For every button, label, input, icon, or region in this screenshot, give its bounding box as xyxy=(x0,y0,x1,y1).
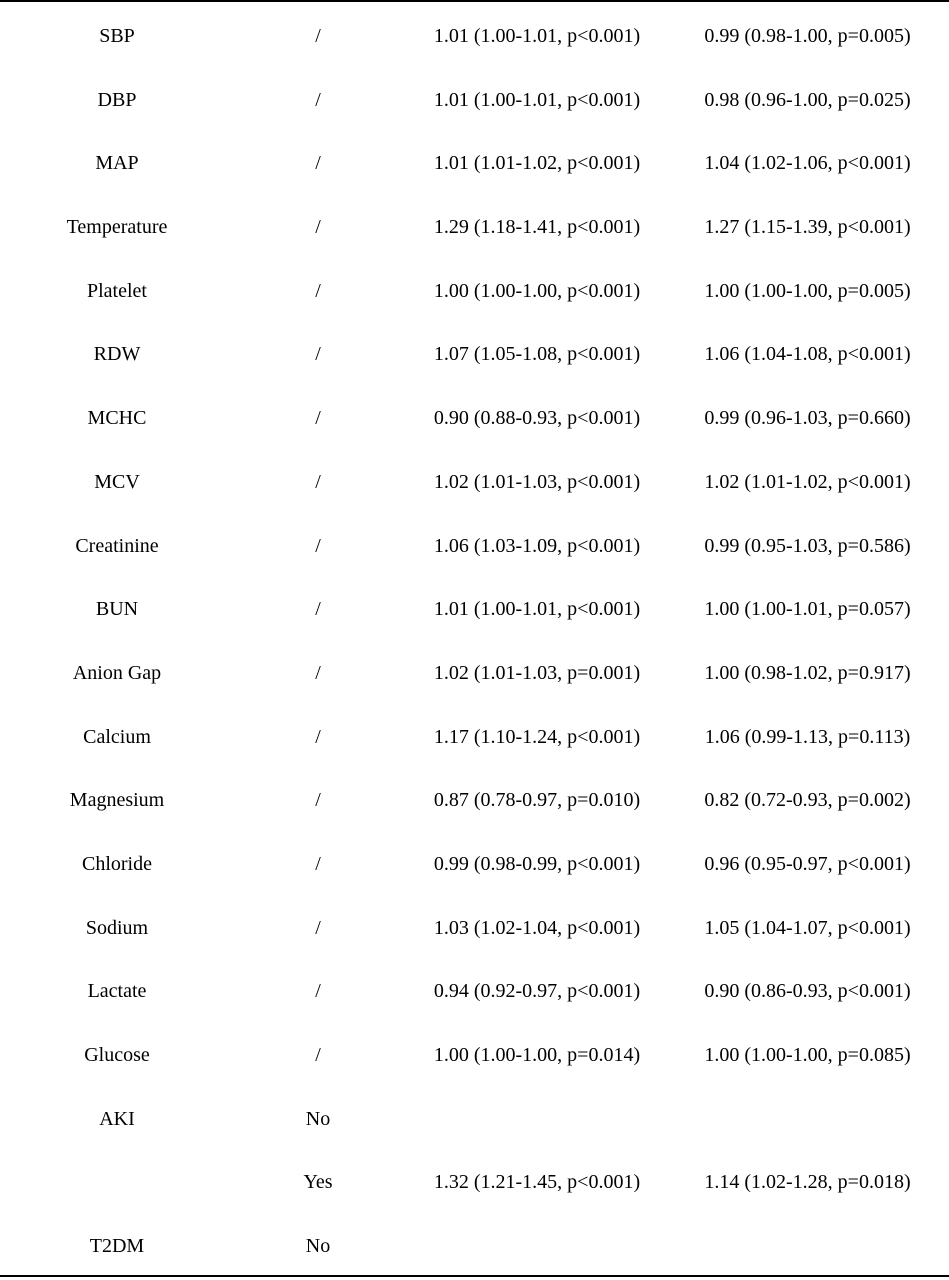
multivariate-cell: 0.99 (0.98-1.00, p=0.005) xyxy=(704,25,911,47)
univariate-cell xyxy=(408,1088,666,1152)
level-cell: / xyxy=(315,279,321,302)
multivariate-cell: 1.27 (1.15-1.39, p<0.001) xyxy=(704,216,911,239)
level-cell: / xyxy=(315,725,321,748)
univariate-cell: 0.90 (0.88-0.93, p<0.001) xyxy=(433,407,641,430)
univariate-cell: 1.02 (1.01-1.03, p<0.001) xyxy=(433,470,641,493)
univariate-cell: 1.00 (1.00-1.00, p<0.001) xyxy=(433,279,641,302)
table-row xyxy=(0,578,949,642)
multivariate-cell xyxy=(680,1088,935,1152)
univariate-cell: 1.01 (1.00-1.01, p<0.001) xyxy=(433,88,641,111)
multivariate-cell: 1.00 (1.00-1.00, p=0.005) xyxy=(704,279,911,302)
variable-cell: Sodium xyxy=(85,916,149,939)
variable-cell: BUN xyxy=(95,598,139,621)
level-cell: / xyxy=(315,470,321,493)
variable-cell: AKI xyxy=(99,1107,135,1130)
multivariate-cell: 0.90 (0.86-0.93, p<0.001) xyxy=(704,980,911,1003)
level-cell: No xyxy=(305,1235,331,1258)
level-cell: / xyxy=(315,789,321,812)
table-row xyxy=(0,451,949,515)
variable-cell: Magnesium xyxy=(69,789,165,812)
level-cell: / xyxy=(315,916,321,939)
table-top-rule xyxy=(0,0,949,2)
multivariate-cell: 0.99 (0.95-1.03, p=0.586) xyxy=(704,534,911,557)
level-cell: / xyxy=(315,534,321,557)
table-row xyxy=(0,706,949,770)
variable-cell: Platelet xyxy=(87,279,147,302)
multivariate-cell: 1.00 (1.00-1.01, p=0.057) xyxy=(704,598,911,621)
level-cell: / xyxy=(315,216,321,239)
level-cell: / xyxy=(315,980,321,1003)
univariate-cell: 1.01 (1.00-1.01, p<0.001) xyxy=(433,598,641,621)
multivariate-cell xyxy=(680,1215,935,1279)
table-row xyxy=(0,897,949,961)
level-cell: / xyxy=(315,25,321,47)
table-row xyxy=(0,132,949,196)
variable-cell: SBP xyxy=(99,25,135,47)
variable-cell: Lactate xyxy=(87,980,147,1003)
univariate-cell: 1.02 (1.01-1.03, p=0.001) xyxy=(433,661,641,684)
multivariate-cell: 1.04 (1.02-1.06, p<0.001) xyxy=(704,152,911,175)
variable-cell: MCV xyxy=(94,470,140,493)
level-cell: / xyxy=(315,152,321,175)
level-cell: / xyxy=(315,598,321,621)
table-body xyxy=(0,5,949,1279)
variable-cell: MCHC xyxy=(87,407,147,430)
univariate-cell: 1.03 (1.02-1.04, p<0.001) xyxy=(433,916,641,939)
table-row xyxy=(0,1024,949,1088)
univariate-cell: 0.94 (0.92-0.97, p<0.001) xyxy=(433,980,641,1003)
variable-cell: Temperature xyxy=(66,216,168,239)
level-cell: / xyxy=(315,1044,321,1066)
univariate-cell: 1.17 (1.10-1.24, p<0.001) xyxy=(433,725,641,748)
level-cell: / xyxy=(315,88,321,111)
variable-cell: MAP xyxy=(95,152,139,175)
table-row xyxy=(0,260,949,324)
level-cell: / xyxy=(315,407,321,430)
table-row xyxy=(0,769,949,833)
variable-cell: Creatinine xyxy=(75,534,159,557)
univariate-cell: 1.07 (1.05-1.08, p<0.001) xyxy=(433,343,641,366)
multivariate-cell: 0.98 (0.96-1.00, p=0.025) xyxy=(704,88,911,111)
multivariate-cell: 0.96 (0.95-0.97, p<0.001) xyxy=(704,852,911,875)
table-row xyxy=(0,323,949,387)
multivariate-cell: 1.00 (1.00-1.00, p=0.085) xyxy=(704,1044,911,1066)
level-cell: / xyxy=(315,661,321,684)
table-row xyxy=(0,960,949,1024)
univariate-cell: 1.32 (1.21-1.45, p<0.001) xyxy=(433,1171,641,1194)
variable-cell: Anion Gap xyxy=(72,661,162,684)
multivariate-cell: 0.82 (0.72-0.93, p=0.002) xyxy=(704,789,911,812)
multivariate-cell: 1.05 (1.04-1.07, p<0.001) xyxy=(704,916,911,939)
table-row xyxy=(0,5,949,69)
univariate-cell: 1.29 (1.18-1.41, p<0.001) xyxy=(433,216,641,239)
variable-cell: Glucose xyxy=(84,1044,150,1066)
univariate-cell: 0.99 (0.98-0.99, p<0.001) xyxy=(433,852,641,875)
table-row xyxy=(0,196,949,260)
multivariate-cell: 0.99 (0.96-1.03, p=0.660) xyxy=(704,407,911,430)
univariate-cell: 1.01 (1.01-1.02, p<0.001) xyxy=(433,152,641,175)
table-row xyxy=(0,1151,949,1215)
table-row xyxy=(0,1215,949,1279)
variable-cell: Calcium xyxy=(83,725,151,748)
table-bottom-rule xyxy=(0,1275,949,1277)
table-row xyxy=(0,833,949,897)
univariate-cell: 1.01 (1.00-1.01, p<0.001) xyxy=(433,25,641,47)
variable-cell: Chloride xyxy=(82,852,152,875)
variable-cell: RDW xyxy=(93,343,141,366)
level-cell: / xyxy=(315,343,321,366)
multivariate-cell: 1.14 (1.02-1.28, p=0.018) xyxy=(704,1171,911,1194)
multivariate-cell: 1.02 (1.01-1.02, p<0.001) xyxy=(704,470,911,493)
multivariate-cell: 1.06 (0.99-1.13, p=0.113) xyxy=(704,725,911,748)
univariate-cell: 1.00 (1.00-1.00, p=0.014) xyxy=(433,1044,641,1066)
table-row xyxy=(0,1088,949,1152)
table-row xyxy=(0,69,949,133)
table-row xyxy=(0,387,949,451)
multivariate-cell: 1.06 (1.04-1.08, p<0.001) xyxy=(704,343,911,366)
variable-cell xyxy=(12,1151,222,1215)
level-cell: / xyxy=(315,852,321,875)
table-row xyxy=(0,642,949,706)
univariate-cell: 0.87 (0.78-0.97, p=0.010) xyxy=(433,789,641,812)
multivariate-cell: 1.00 (0.98-1.02, p=0.917) xyxy=(704,661,911,684)
level-cell: Yes xyxy=(303,1171,333,1194)
table-row xyxy=(0,515,949,579)
univariate-cell xyxy=(408,1215,666,1279)
variable-cell: DBP xyxy=(97,88,137,111)
level-cell: No xyxy=(305,1107,331,1130)
univariate-cell: 1.06 (1.03-1.09, p<0.001) xyxy=(433,534,641,557)
variable-cell: T2DM xyxy=(89,1235,145,1258)
